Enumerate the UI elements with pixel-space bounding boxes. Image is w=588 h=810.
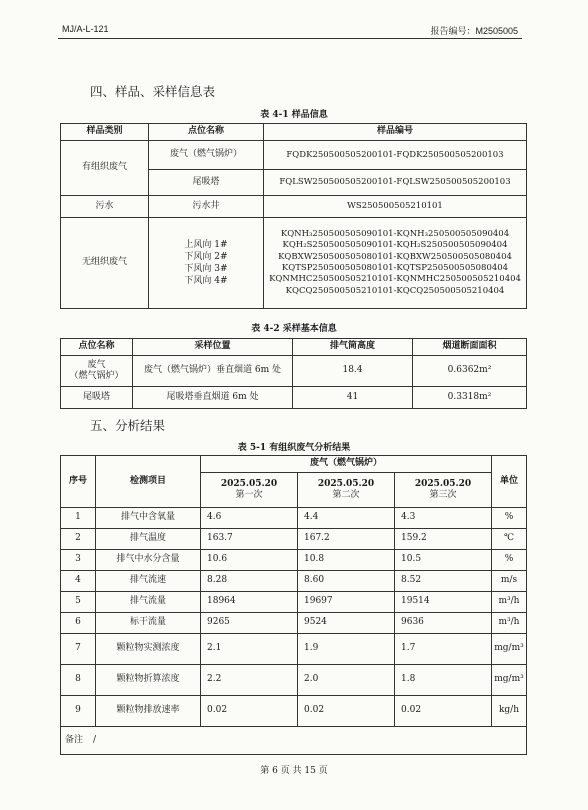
unit-cell: m³/h (492, 613, 527, 634)
value-cell: 10.5 (395, 550, 492, 571)
point-item: 下风向 2# (184, 251, 228, 262)
unit-cell: kg/h (492, 696, 527, 727)
point-line: （燃气锅炉） (69, 371, 124, 381)
run-date: 2025.05.20 (414, 478, 472, 489)
table-row (61, 696, 527, 727)
row-number: 4 (61, 571, 96, 592)
value-cell: 163.7 (201, 529, 298, 550)
value-cell: 9265 (201, 613, 298, 634)
header-cell: 单位 (492, 456, 527, 508)
value-cell: 10.8 (298, 550, 395, 571)
value-cell: 2.1 (201, 634, 298, 665)
section-5-title: 五、分析结果 (90, 418, 166, 433)
item-cell: 颗粒物折算浓度 (96, 665, 201, 696)
remark-cell (61, 727, 527, 755)
sample-code-item: KQBXW250500505080101-KQBXW250500505080404 (278, 251, 512, 262)
value-cell: 1.7 (395, 634, 492, 665)
remark-label: 备注 (65, 734, 84, 745)
item-cell: 标干流量 (96, 613, 201, 634)
sample-code-item: KQH₂S250500505090101-KQH₂S250500505090404 (282, 240, 508, 251)
sample-code-item: KQNMHC250500505210101-KQNMHC250500505210404 (269, 274, 521, 285)
row-number: 1 (61, 508, 96, 529)
value-cell: 4.3 (395, 508, 492, 529)
point-cell: 废气（燃气锅炉） (149, 141, 264, 170)
sample-code-list-cell (264, 218, 527, 309)
value-cell: 9636 (395, 613, 492, 634)
item-cell: 排气温度 (96, 529, 201, 550)
value-cell: 9524 (298, 613, 395, 634)
header-group-cell: 废气（燃气锅炉） (201, 456, 492, 473)
unit-cell: mg/m³ (492, 665, 527, 696)
header-cell: 序号 (61, 456, 96, 508)
remark-row (61, 727, 527, 755)
point-item: 上风向 1# (184, 239, 228, 250)
unit-cell: m/s (492, 571, 527, 592)
row-number: 7 (61, 634, 96, 665)
table-row (61, 529, 527, 550)
run-label: 第三次 (429, 490, 457, 500)
row-number: 5 (61, 592, 96, 613)
item-cell: 颗粒物实测浓度 (96, 634, 201, 665)
table-row (61, 592, 527, 613)
value-cell: 1.9 (298, 634, 395, 665)
stack-height-cell: 18.4 (293, 356, 413, 387)
value-cell: 18964 (201, 592, 298, 613)
unit-cell: mg/m³ (492, 634, 527, 665)
header-cell: 点位名称 (61, 339, 133, 356)
run-date: 2025.05.20 (317, 478, 375, 489)
run-header-cell (201, 473, 298, 508)
item-cell: 颗粒物排放速率 (96, 696, 201, 727)
value-cell: 8.52 (395, 571, 492, 592)
page-number: 第 6 页 共 15 页 (260, 766, 328, 776)
header-cell: 样品类别 (61, 124, 149, 141)
unit-cell: % (492, 508, 527, 529)
header-cell: 检测项目 (96, 456, 201, 508)
location-cell: 尾吸塔垂直烟道 6m 处 (133, 387, 293, 409)
value-cell: 2.2 (201, 665, 298, 696)
sample-code-cell: FQDK250500505200101-FQDK250500505200103 (264, 141, 527, 170)
run-header-cell (395, 473, 492, 508)
value-cell: 4.6 (201, 508, 298, 529)
header-rule (58, 38, 522, 39)
value-cell: 159.2 (395, 529, 492, 550)
table-row (61, 571, 527, 592)
sampling-basic-info-table (60, 338, 527, 409)
category-cell: 污水 (61, 196, 149, 218)
doc-code: MJ/A-L-121 (62, 24, 109, 34)
point-cell (61, 356, 133, 387)
sample-code-cell: FQLSW250500505200101-FQLSW250500505200103 (264, 170, 527, 196)
header-cell: 采样位置 (133, 339, 293, 356)
sample-code-cell: WS250500505210101 (264, 196, 527, 218)
value-cell: 4.4 (298, 508, 395, 529)
table-4-1-caption: 表 4-1 样品信息 (260, 110, 328, 120)
header-cell: 烟道断面面积 (413, 339, 527, 356)
value-cell: 0.02 (395, 696, 492, 727)
row-number: 2 (61, 529, 96, 550)
item-cell: 排气流量 (96, 592, 201, 613)
flue-area-cell: 0.3318m² (413, 387, 527, 409)
point-cell: 尾吸塔 (61, 387, 133, 409)
row-number: 9 (61, 696, 96, 727)
sample-code-item: KQTSP250500505080101-KQTSP250500505080404 (281, 263, 509, 273)
point-item: 下风向 4# (184, 276, 228, 287)
value-cell: 19514 (395, 592, 492, 613)
item-cell: 排气中含氧量 (96, 508, 201, 529)
value-cell: 8.28 (201, 571, 298, 592)
value-cell: 0.02 (201, 696, 298, 727)
row-number: 8 (61, 665, 96, 696)
row-number: 6 (61, 613, 96, 634)
table-row (61, 508, 527, 529)
value-cell: 1.8 (395, 665, 492, 696)
header-cell: 点位名称 (149, 124, 264, 141)
table-4-2-caption: 表 4-2 采样基本信息 (251, 324, 337, 334)
item-cell: 排气中水分含量 (96, 550, 201, 571)
sample-code-item: KQCQ250500505210101-KQCQ250500505210404 (285, 285, 505, 296)
point-cell: 污水井 (149, 196, 264, 218)
header-cell: 排气筒高度 (293, 339, 413, 356)
location-cell: 废气（燃气锅炉）垂直烟道 6m 处 (133, 356, 293, 387)
table-row (61, 634, 527, 665)
run-label: 第一次 (235, 490, 263, 500)
point-item: 下风向 3# (184, 264, 228, 274)
flue-area-cell: 0.6362m² (413, 356, 527, 387)
sample-code-item: KQNH₃250500505090101-KQNH₃250500505090404 (280, 228, 510, 239)
value-cell: 19697 (298, 592, 395, 613)
table-row (61, 613, 527, 634)
remark-value: / (93, 734, 97, 745)
value-cell: 2.0 (298, 665, 395, 696)
run-label: 第二次 (332, 490, 360, 500)
table-5-1-caption: 表 5-1 有组织废气分析结果 (237, 443, 351, 453)
value-cell: 0.02 (298, 696, 395, 727)
point-line: 废气 (87, 359, 106, 370)
category-cell: 无组织废气 (61, 218, 149, 309)
analysis-results-table (60, 455, 527, 755)
run-header-cell (298, 473, 395, 508)
table-row (61, 665, 527, 696)
point-cell: 尾吸塔 (149, 170, 264, 196)
unit-cell: % (492, 550, 527, 571)
value-cell: 167.2 (298, 529, 395, 550)
value-cell: 10.6 (201, 550, 298, 571)
stack-height-cell: 41 (293, 387, 413, 409)
header-cell: 样品编号 (264, 124, 527, 141)
sample-info-table (60, 123, 527, 309)
unit-cell: m³/h (492, 592, 527, 613)
table-row (61, 550, 527, 571)
category-cell: 有组织废气 (61, 141, 149, 196)
value-cell: 8.60 (298, 571, 395, 592)
row-number: 3 (61, 550, 96, 571)
section-4-title: 四、样品、采样信息表 (90, 84, 216, 99)
point-list-cell (149, 218, 264, 309)
unit-cell: ℃ (492, 529, 527, 550)
run-date: 2025.05.20 (220, 478, 278, 489)
item-cell: 排气流速 (96, 571, 201, 592)
report-number: 报告编号：M2505005 (430, 26, 518, 36)
